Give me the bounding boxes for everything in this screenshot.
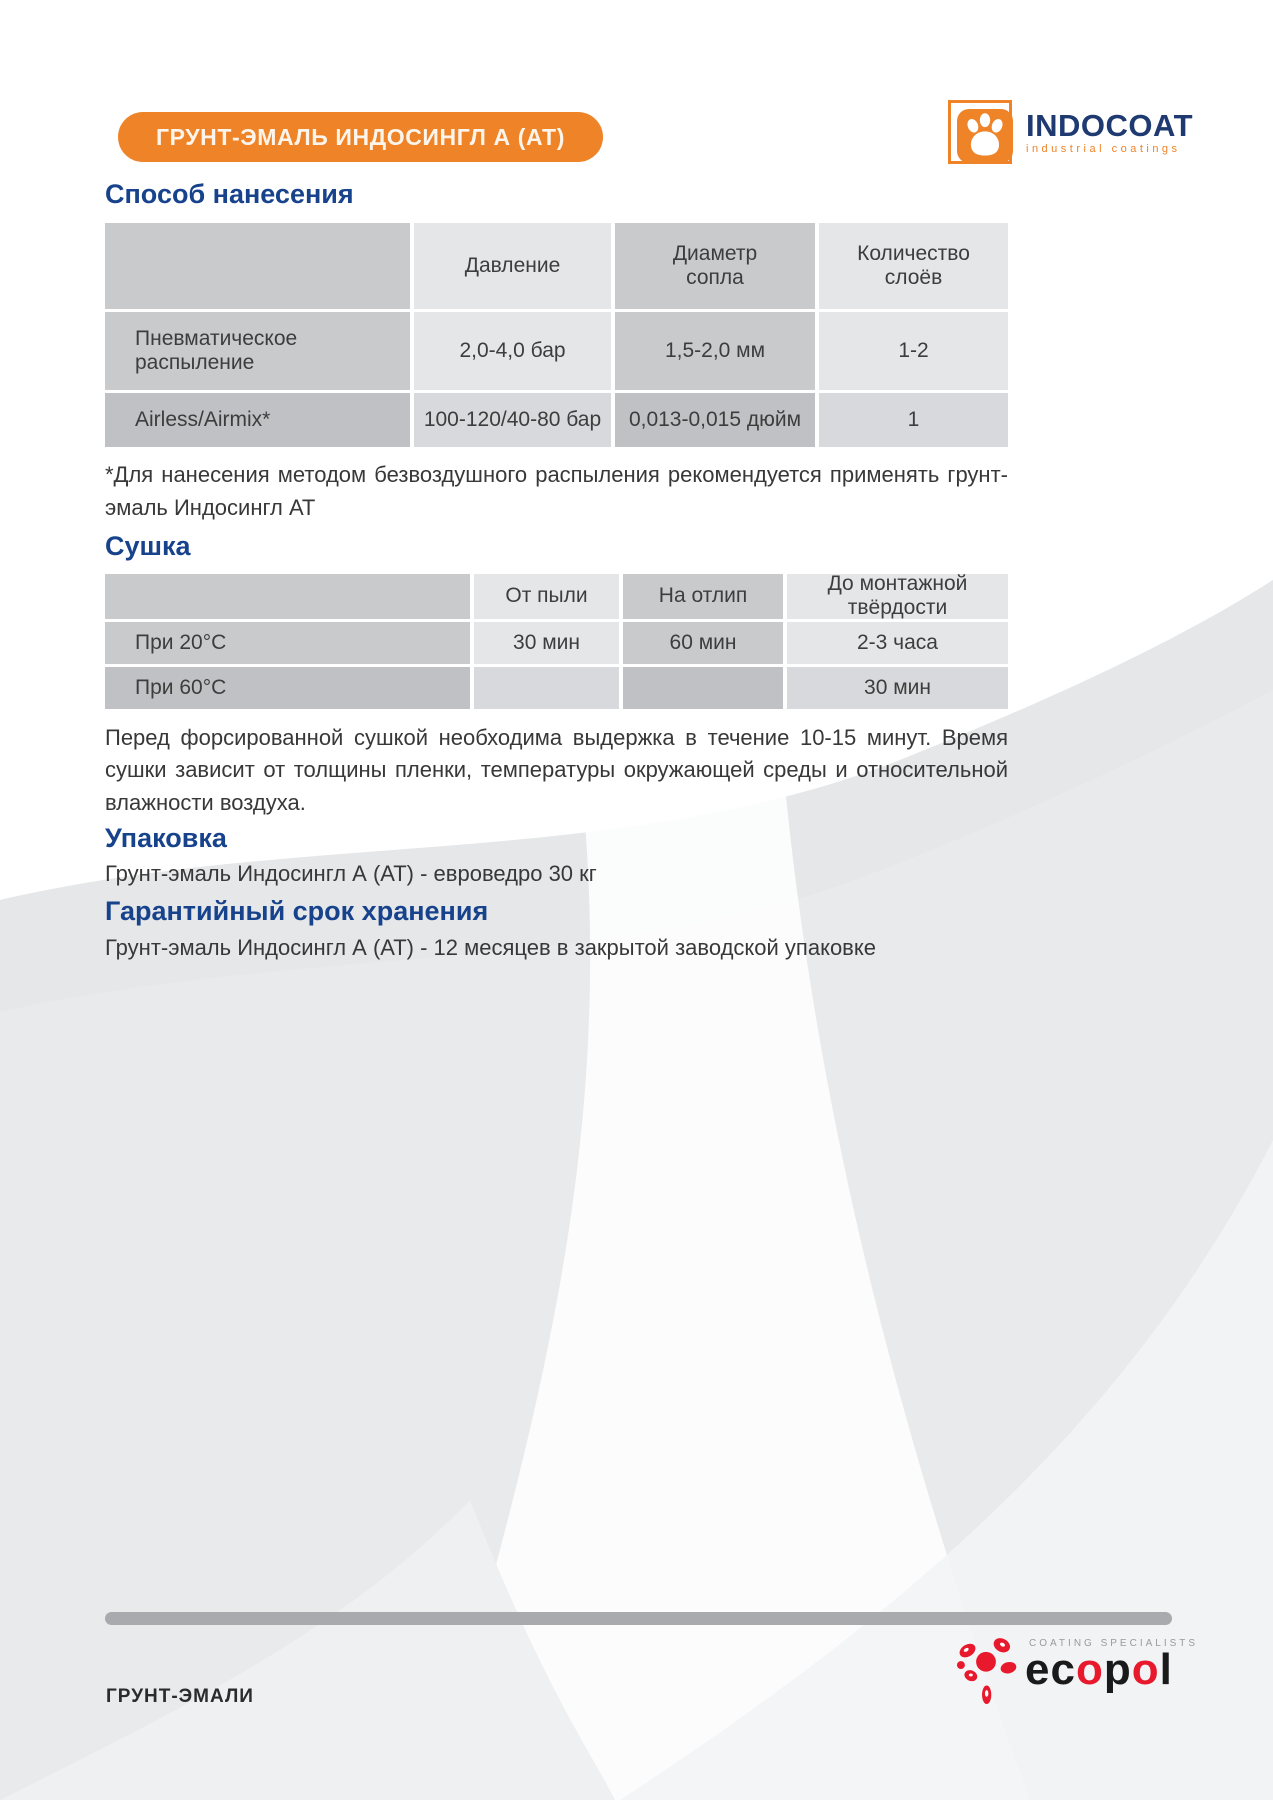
product-title: ГРУНТ-ЭМАЛЬ ИНДОСИНГЛ А (АТ) bbox=[156, 123, 565, 150]
indocoat-wordmark: INDOCOAT bbox=[1026, 107, 1194, 143]
packaging-text: Грунт-эмаль Индосингл А (АТ) - евроведро 30 кг bbox=[105, 860, 597, 886]
ecopol-logo bbox=[953, 1632, 1198, 1714]
table-header-cell: Количество слоёв bbox=[819, 223, 1008, 309]
content-column bbox=[105, 178, 1008, 964]
drying-table bbox=[105, 574, 1008, 709]
table-cell: 30 мин bbox=[787, 667, 1008, 709]
indocoat-tagline: industrial coatings bbox=[1026, 142, 1181, 155]
table-cell: При 20°С bbox=[105, 622, 470, 664]
table-cell: Airless/Airmix* bbox=[105, 393, 410, 447]
table-cell: 1,5-2,0 мм bbox=[615, 312, 815, 390]
table-cell: 1-2 bbox=[819, 312, 1008, 390]
table-header-cell: От пыли bbox=[474, 574, 619, 619]
footer-category-label: ГРУНТ-ЭМАЛИ bbox=[106, 1686, 254, 1707]
table-cell: 100-120/40-80 бар bbox=[414, 393, 611, 447]
table-cell: 60 мин bbox=[623, 622, 783, 664]
ecopol-wordmark: ecopol bbox=[1025, 1645, 1173, 1694]
section-title-shelf-life: Гарантийный срок хранения bbox=[105, 896, 489, 927]
section-title-application: Способ нанесения bbox=[105, 179, 354, 209]
drying-note: Перед форсированной сушкой необходима выдержка в течение 10-15 минут. Время сушки зависит от толщины пленки, температуры окружающей среды и относительной влажности воздуха. bbox=[105, 724, 1008, 815]
ecopol-tagline: COATING SPECIALISTS bbox=[1029, 1638, 1199, 1649]
product-title-badge bbox=[118, 112, 603, 162]
table-cell bbox=[474, 667, 619, 709]
table-header-cell: До монтажной твёрдости bbox=[787, 574, 1008, 619]
table-cell: 2-3 часа bbox=[787, 622, 1008, 664]
table-header-cell bbox=[105, 574, 470, 619]
application-footnote: *Для нанесения методом безвоздушного распыления рекомендуется применять грунт-эмаль Индосингл АТ bbox=[105, 462, 1008, 520]
shelf-life-text: Грунт-эмаль Индосингл А (АТ) - 12 месяцев в закрытой заводской упаковке bbox=[105, 934, 876, 960]
table-cell: 1 bbox=[819, 393, 1008, 447]
table-header-cell: Диаметр сопла bbox=[615, 223, 815, 309]
table-cell: При 60°С bbox=[105, 667, 470, 709]
indocoat-logo bbox=[948, 100, 1193, 164]
table-cell: 0,013-0,015 дюйм bbox=[615, 393, 815, 447]
table-header-cell bbox=[105, 223, 410, 309]
table-cell bbox=[623, 667, 783, 709]
table-cell: 30 мин bbox=[474, 622, 619, 664]
table-header-cell: На отлип bbox=[623, 574, 783, 619]
section-title-packaging: Упаковка bbox=[105, 822, 227, 853]
application-table bbox=[105, 223, 1008, 447]
footer-divider-bar bbox=[105, 1612, 1172, 1625]
indocoat-frame-icon bbox=[948, 100, 1012, 164]
table-cell: 2,0-4,0 бар bbox=[414, 312, 611, 390]
paint-splat-icon bbox=[953, 1632, 1019, 1714]
table-header-cell: Давление bbox=[414, 223, 611, 309]
paw-icon bbox=[957, 109, 1013, 163]
section-title-drying: Сушка bbox=[105, 531, 191, 562]
table-cell: Пневматическое распыление bbox=[105, 312, 410, 390]
